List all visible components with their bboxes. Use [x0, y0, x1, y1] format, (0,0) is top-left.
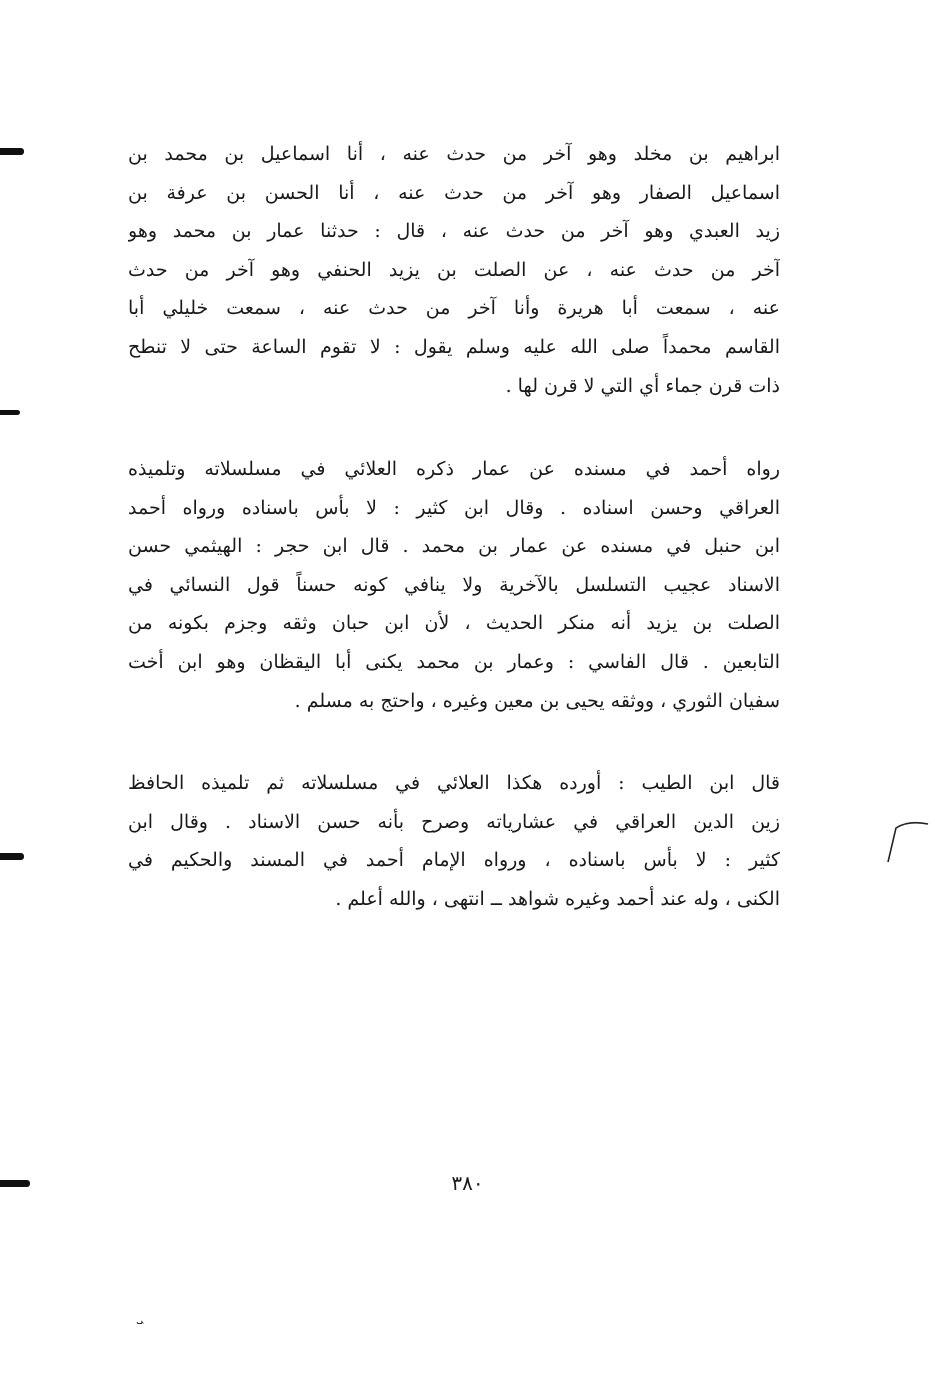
text-line: ذات قرن جماء أي التي لا قرن لها . — [505, 374, 780, 397]
text-line: عنه ، سمعت أبا هريرة وأنا آخر من حدث عنه ، سمعت خليلي أبا — [128, 297, 780, 320]
paragraph-takhrij — [128, 450, 780, 720]
text-line: الاسناد عجيب التسلسل بالآخرية ولا ينافي كونه حسناً قول النسائي في — [128, 573, 780, 596]
margin-mark-middle — [0, 853, 24, 860]
text-line: رواه أحمد في مسنده عن عمار ذكره العلائي في مسلسلاته وتلميذه — [128, 458, 780, 480]
text-line: اسماعيل الصفار وهو آخر من حدث عنه ، أنا الحسن بن عرفة بن — [128, 181, 780, 204]
text-line: كثير : لا بأس باسناده ، ورواه الإمام أحمد في المسند والحكيم في — [128, 849, 780, 872]
text-line: قال ابن الطيب : أورده هكذا العلائي في مسلسلاته ثم تلميذه الحافظ — [128, 772, 780, 794]
text-line: القاسم محمداً صلى الله عليه وسلم يقول : لا تقوم الساعة حتى لا تنطح — [128, 335, 780, 358]
text-line: ابراهيم بن مخلد وهو آخر من حدث عنه ، أنا اسماعيل بن محمد بن — [128, 143, 780, 165]
paragraph-isnad — [128, 135, 780, 405]
text-line: العراقي وحسن اسناده . وقال ابن كثير : لا بأس باسناده ورواه أحمد — [128, 496, 780, 519]
text-line: زيد العبدي وهو آخر من حدث عنه ، قال : حدثنا عمار بن محمد وهو — [128, 220, 780, 243]
text-line: ابن حنبل في مسنده عن عمار بن محمد . قال ابن حجر : الهيثمي حسن — [128, 535, 780, 558]
text-line: سفيان الثوري ، ووثقه يحيى بن معين وغيره ، واحتج به مسلم . — [294, 689, 780, 712]
page-number: ٣٨٠ — [451, 1171, 484, 1195]
text-line: آخر من حدث عنه ، عن الصلت بن يزيد الحنفي وهو آخر من حدث — [128, 258, 780, 281]
corner-mark: ܝ — [136, 1312, 145, 1328]
corner-bracket-mark — [886, 818, 930, 864]
text-line: زين الدين العراقي في عشارياته وصرح بأنه حسن الاسناد . وقال ابن — [128, 810, 780, 833]
text-line: التابعين . قال الفاسي : وعمار بن محمد يكنى أبا اليقظان وهو ابن أخت — [128, 650, 780, 673]
margin-mark-upper-middle — [0, 410, 20, 415]
margin-mark-top — [0, 148, 24, 155]
paragraph-ibn-al-tayyib — [128, 764, 780, 918]
text-line: الكنى ، وله عند أحمد وغيره شواهد ــ انتهى ، والله أعلم . — [335, 887, 780, 910]
text-line: الصلت بن يزيد أنه منكر الحديث ، لأن ابن حبان وثقه وجزم بكونه من — [128, 612, 780, 635]
